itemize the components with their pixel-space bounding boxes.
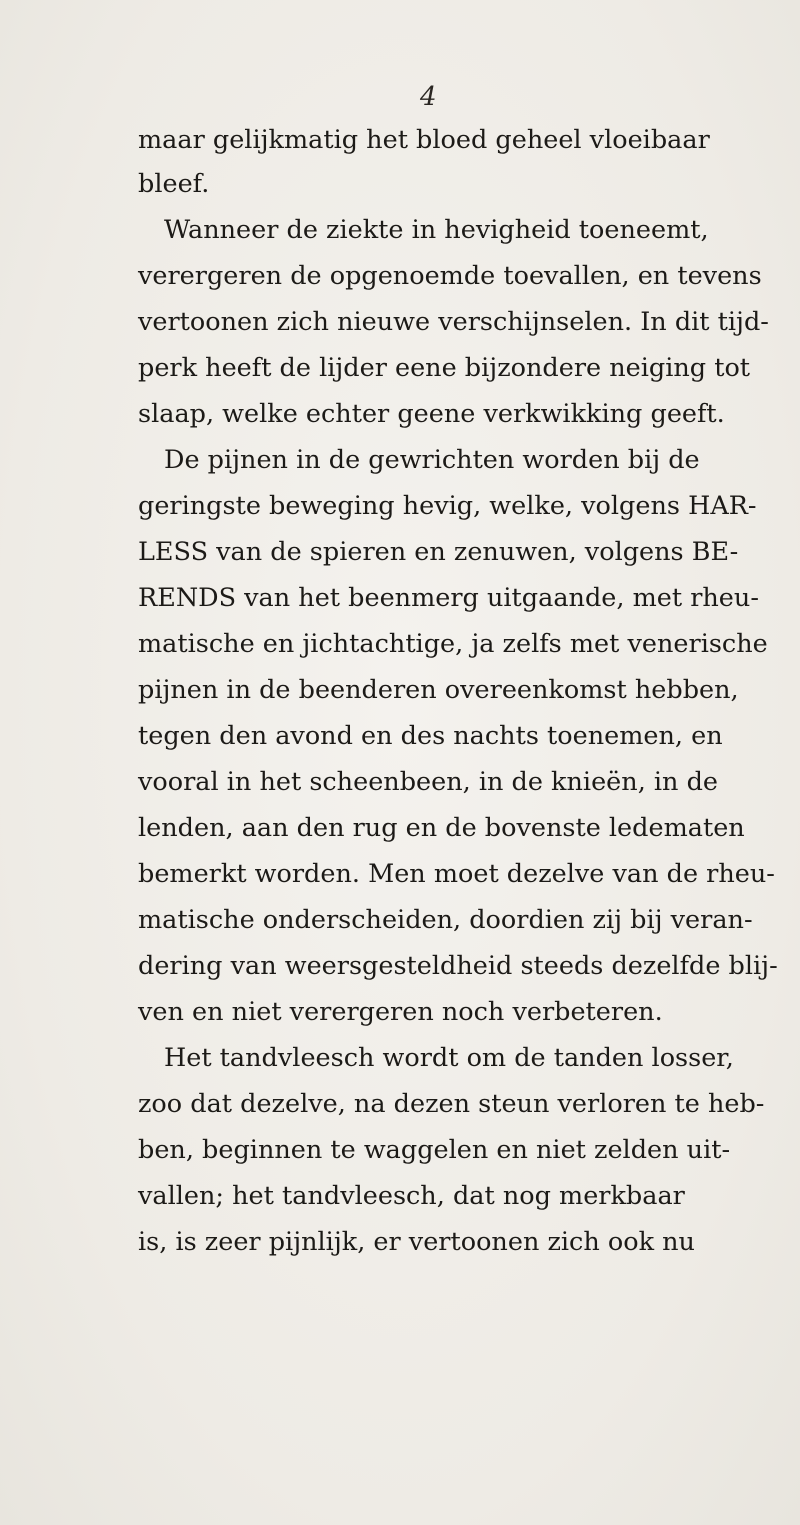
text-line: verergeren de opgenoemde toevallen, en tevens: [138, 261, 762, 291]
text-line: Wanneer de ziekte in hevigheid toeneemt,: [164, 215, 709, 245]
text-line: vooral in het scheenbeen, in de knieën, in de: [138, 767, 719, 797]
text-line: LESS van de spieren en zenuwen, volgens BE-: [138, 537, 739, 567]
text-line: pijnen in de beenderen overeenkomst hebben,: [138, 675, 739, 705]
text-line: ven en niet verergeren noch verbeteren.: [138, 997, 663, 1027]
text-line: is, is zeer pijnlijk, er vertoonen zich ook nu: [138, 1227, 695, 1257]
page-number: 4: [420, 82, 437, 112]
text-line: Het tandvleesch wordt om de tanden losser,: [164, 1043, 734, 1073]
text-line: zoo dat dezelve, na dezen steun verloren te heb-: [138, 1089, 765, 1119]
text-line: geringste beweging hevig, welke, volgens HAR-: [138, 491, 757, 521]
text-line: tegen den avond en des nachts toenemen, en: [138, 721, 723, 751]
text-line: dering van weersgesteldheid steeds dezelfde blij-: [138, 951, 778, 981]
text-line: De pijnen in de gewrichten worden bij de: [164, 445, 700, 475]
text-line: RENDS van het beenmerg uitgaande, met rheu-: [138, 583, 759, 613]
text-line: bleef.: [138, 169, 210, 199]
text-line: lenden, aan den rug en de bovenste ledematen: [138, 813, 745, 843]
text-line: matische en jichtachtige, ja zelfs met venerische: [138, 629, 768, 659]
text-line: vallen; het tandvleesch, dat nog merkbaar: [138, 1181, 685, 1211]
text-line: maar gelijkmatig het bloed geheel vloeibaar: [138, 125, 710, 155]
text-line: vertoonen zich nieuwe verschijnselen. In dit tijd-: [138, 307, 769, 337]
text-line: perk heeft de lijder eene bijzondere neiging tot: [138, 353, 751, 383]
text-line: slaap, welke echter geene verkwikking geeft.: [138, 399, 725, 429]
text-line: matische onderscheiden, doordien zij bij veran-: [138, 905, 753, 935]
text-line: ben, beginnen te waggelen en niet zelden uit-: [138, 1135, 731, 1165]
text-line: bemerkt worden. Men moet dezelve van de rheu-: [138, 859, 775, 889]
